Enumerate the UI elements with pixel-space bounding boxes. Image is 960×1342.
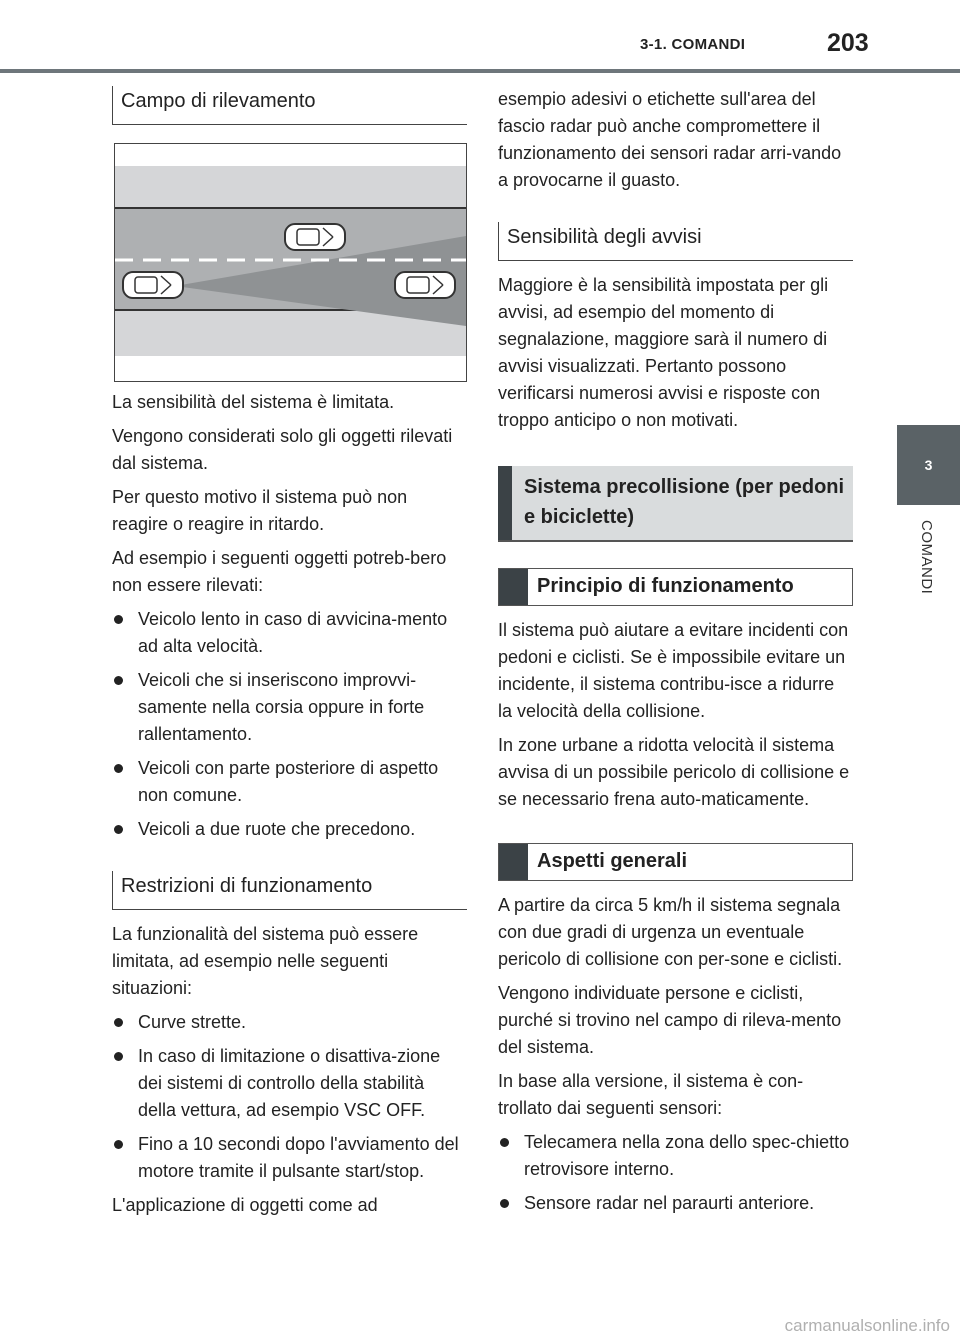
list-item: Curve strette. [112,1009,467,1036]
subheading-principio [498,568,853,606]
paragraph: Vengono considerati solo gli oggetti rilevati dal sistema. [112,426,453,473]
list-item: Veicoli che si inseriscono improvvi-samente nella corsia oppure in forte rallentamento. [112,667,467,748]
detection-range-figure [114,143,467,382]
section-heading-campo: Campo di rilevamento [112,86,467,125]
list-item: Veicolo lento in caso di avvicina-mento ad alta velocità. [112,606,467,660]
header-rule [0,69,960,73]
paragraph: Per questo motivo il sistema può non reagire o reagire in ritardo. [112,487,408,534]
watermark: carmanualsonline.info [784,1316,950,1335]
heading-bar [499,569,528,605]
car-icon [395,272,455,298]
left-column [112,86,467,1219]
paragraph: In base alla versione, il sistema è con-trollato dai seguenti sensori: [498,1071,804,1118]
paragraph: La sensibilità del sistema è limitata. [112,392,395,412]
subheading-aspetti [498,843,853,881]
list-item: Veicoli a due ruote che precedono. [112,816,467,843]
paragraph: In zone urbane a ridotta velocità il sistema avvisa di un possibile pericolo di collisione e se necessario frena auto-maticamente. [498,735,850,809]
page-number: 203 [827,29,869,57]
paragraph: Ad esempio i seguenti oggetti potreb-bero non essere rilevati: [112,548,447,595]
paragraph: A partire da circa 5 km/h il sistema segnala con due gradi di urgenza un eventuale pericolo di collisione con per-sone e ciclisti. [498,895,843,969]
car-icon [285,224,345,250]
paragraph: Maggiore è la sensibilità impostata per gli avvisi, ad esempio del momento di segnalazione, maggiore sarà il numero di avvisi visualizzati. Pertanto possono verificarsi numerosi avvisi e risposte con troppo anticipo o non motivati. [498,275,829,430]
list-item: Veicoli con parte posteriore di aspetto non comune. [112,755,467,809]
right-column [498,86,853,1217]
section-heading-precollisione [498,466,853,542]
chapter-tab-label: COMANDI [918,520,935,595]
list-item: Sensore radar nel paraurti anteriore. [498,1190,853,1217]
paragraph: Il sistema può aiutare a evitare incidenti con pedoni e ciclisti. Se è impossibile evitare un incidente, il sistema contribu-isce a ridurre la velocità della collisione. [498,620,849,721]
paragraph: esempio adesivi o etichette sull'area del fascio radar può anche compromettere il funzionamento dei sensori radar arri-vando a provocarne il guasto. [498,89,842,190]
heading-bar [498,466,512,540]
heading-bar [499,844,528,880]
heading-text: Sistema precollisione (per pedoni e biciclette) [524,476,845,528]
list-item: In caso di limitazione o disattiva-zione dei sistemi di controllo della stabilità della vettura, ad esempio VSC OFF. [112,1043,467,1124]
car-icon [123,272,183,298]
bullet-list-situations [112,1009,467,1185]
heading-text: Aspetti generali [537,850,688,872]
section-heading-sensibilita: Sensibilità degli avvisi [498,222,853,261]
bullet-list-sensors [498,1129,853,1217]
radar-diagram [115,144,466,381]
chapter-tab: 3 [897,425,960,505]
paragraph: Vengono individuate persone e ciclisti, purché si trovino nel campo di rileva-mento del sistema. [498,983,842,1057]
paragraph: L'applicazione di oggetti come ad [112,1195,378,1215]
header-section-title: 3-1. COMANDI [640,36,746,53]
heading-text: Principio di funzionamento [537,575,794,597]
paragraph: La funzionalità del sistema può essere limitata, ad esempio nelle seguenti situazioni: [112,924,419,998]
bullet-list-objects [112,606,467,843]
list-item: Telecamera nella zona dello spec-chietto retrovisore interno. [498,1129,853,1183]
section-heading-restrizioni: Restrizioni di funzionamento [112,871,467,910]
list-item: Fino a 10 secondi dopo l'avviamento del motore tramite il pulsante start/stop. [112,1131,467,1185]
